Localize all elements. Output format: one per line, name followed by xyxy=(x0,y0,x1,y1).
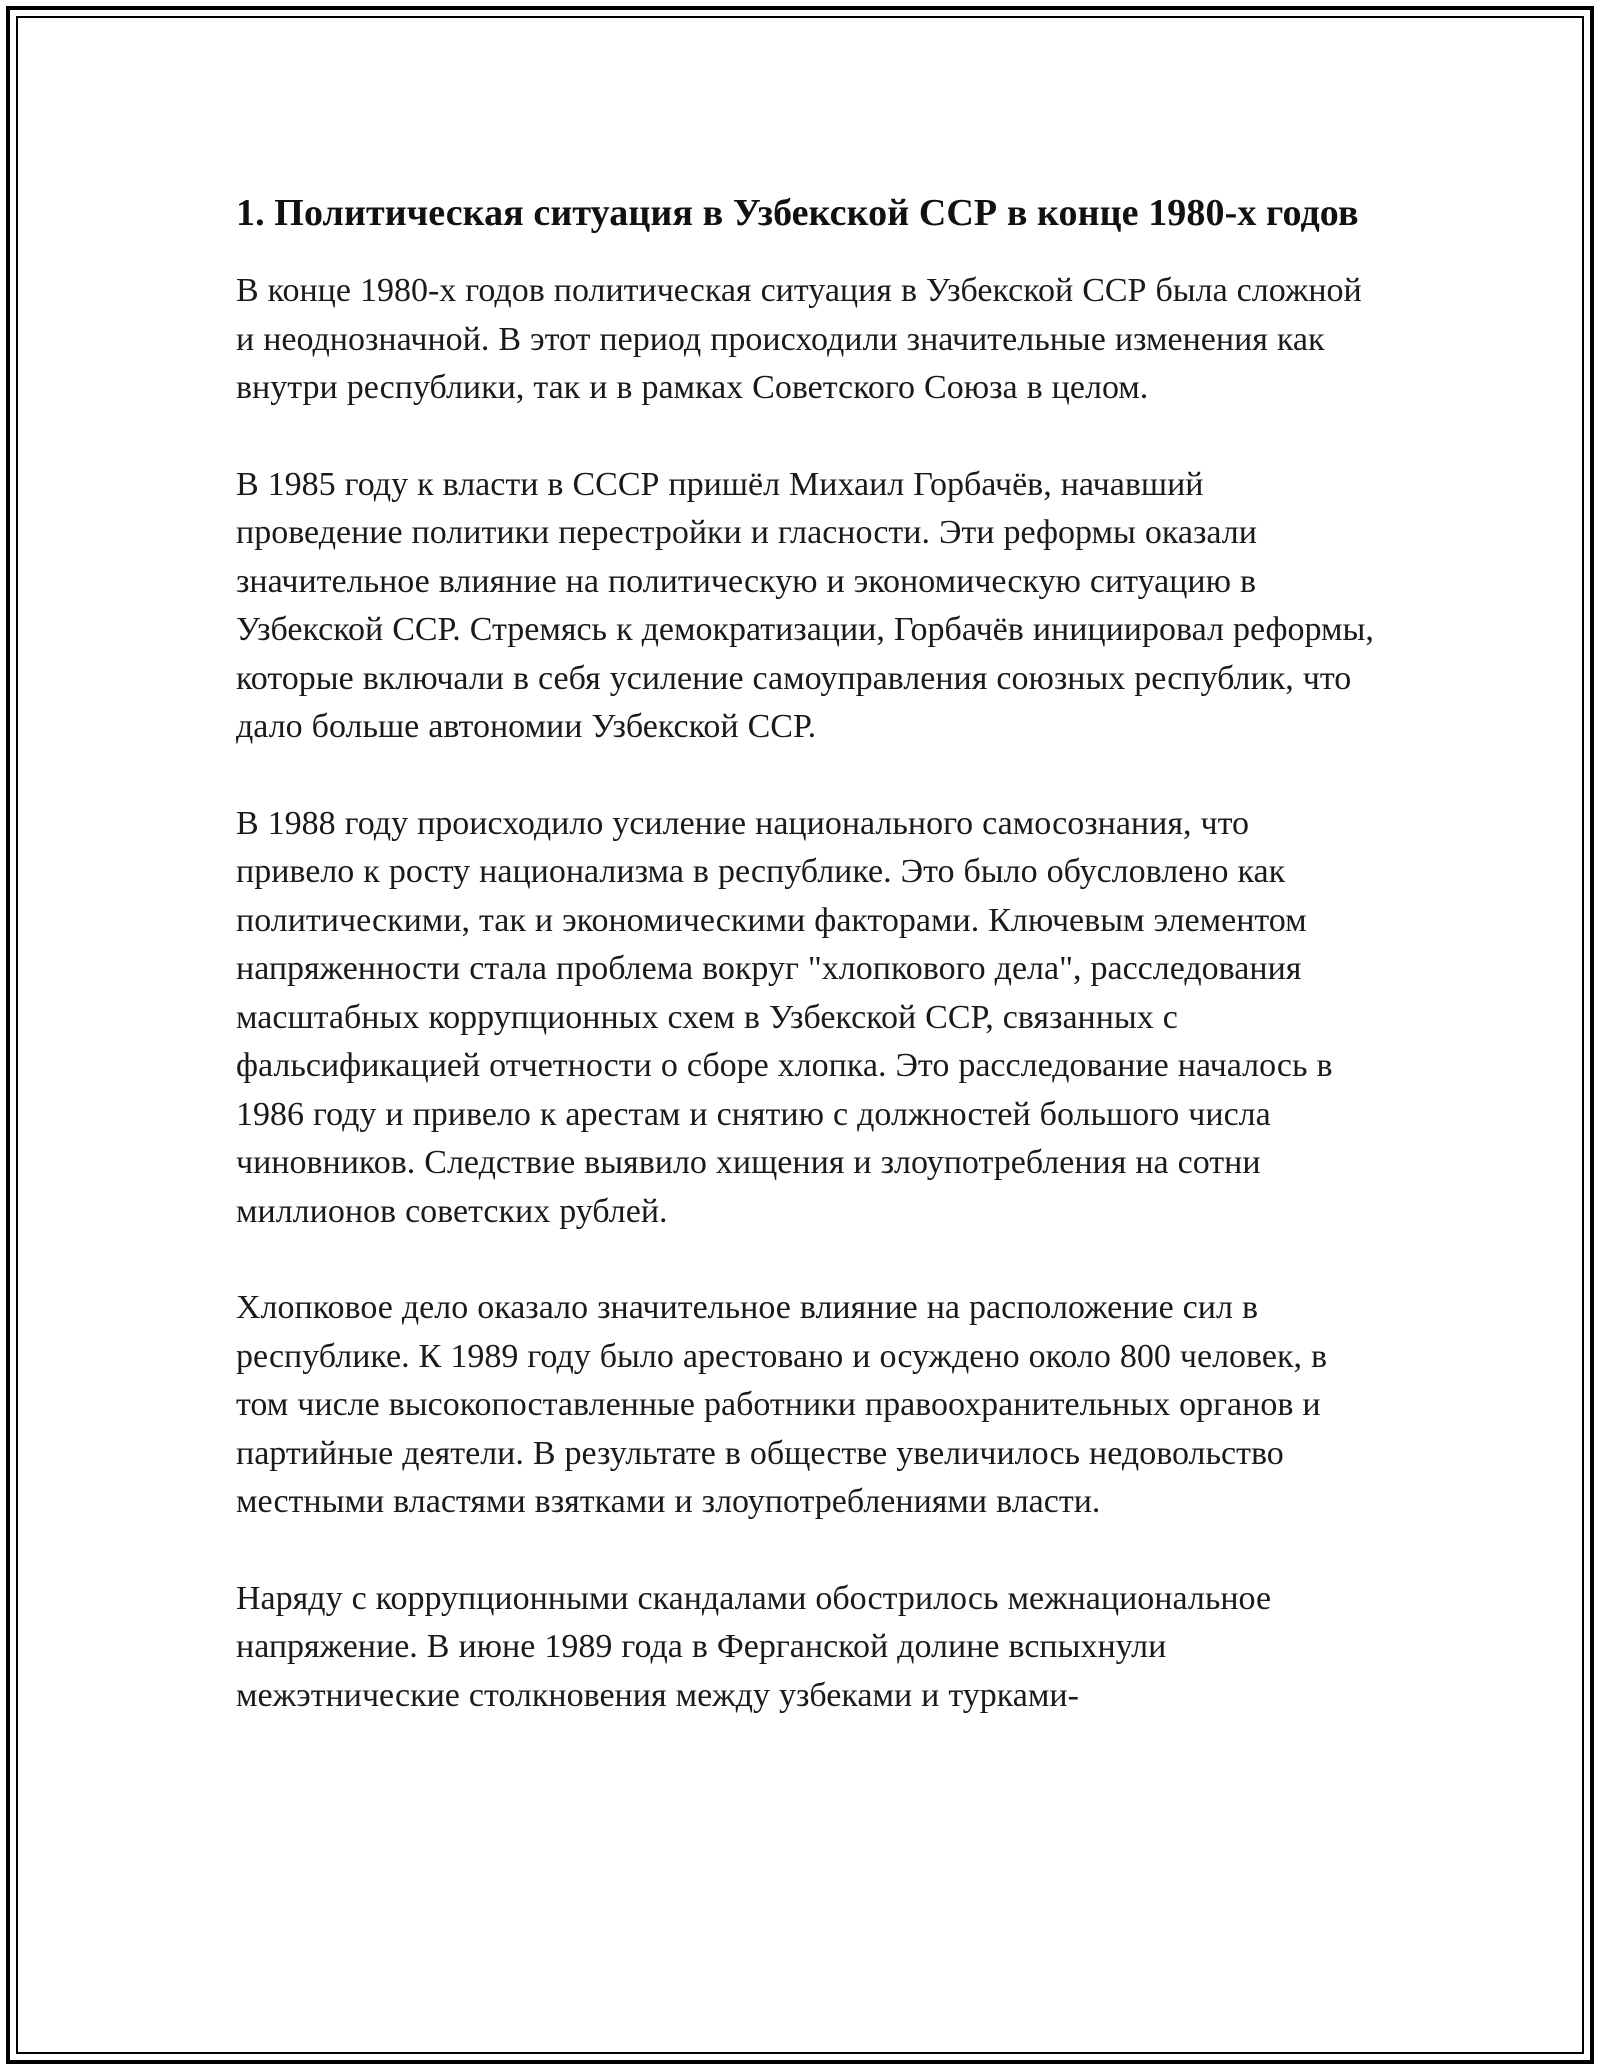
paragraph-2: В 1985 году к власти в СССР пришёл Михаил Горбачёв, начавший проведение политики перестройки и гласности. Эти реформы оказали значительное влияние на политическую и экономическую ситуацию в Узбекской ССР. Стремясь к демократизации, Горбачёв инициировал реформы, которые включали в себя усиление самоуправления союзных республик, что дало больше автономии Узбекской ССР. xyxy=(236,465,1374,745)
paragraph-4: Хлопковое дело оказало значительное влияние на расположение сил в республике. К 1989 году было арестовано и осуждено около 800 человек, в том числе высокопоставленные работники правоохранительных органов и партийные деятели. В результате в обществе увеличилось недовольство местными властями взятками и злоупотреблениями власти. xyxy=(236,1289,1328,1520)
paragraph-3: В 1988 году происходило усиление национального самосознания, что привело к росту национализма в республике. Это было обусловлено как политическими, так и экономическими факторами. Ключевым элементом напряженности стала проблема вокруг "хлопкового дела", расследования масштабных коррупционных схем в Узбекской ССР, связанных с фальсификацией отчетности о сборе хлопка. Это расследование началось в 1986 году и привело к арестам и снятию с должностей большого числа чиновников. Следствие выявило хищения и злоупотребления на сотни миллионов советских рублей. xyxy=(236,804,1333,1230)
document-body xyxy=(236,185,1376,1768)
section-heading: 1. Политическая ситуация в Узбекской ССР в конце 1980-х годов xyxy=(236,192,1359,234)
paragraph-1: В конце 1980-х годов политическая ситуация в Узбекской ССР была сложной и неоднозначной. В этот период происходили значительные изменения как внутри республики, так и в рамках Советского Союза в целом. xyxy=(236,272,1362,406)
paragraph-5: Наряду с коррупционными скандалами обострилось межнациональное напряжение. В июне 1989 года в Ферганской долине вспыхнули межэтнические столкновения между узбеками и турками- xyxy=(236,1579,1272,1714)
